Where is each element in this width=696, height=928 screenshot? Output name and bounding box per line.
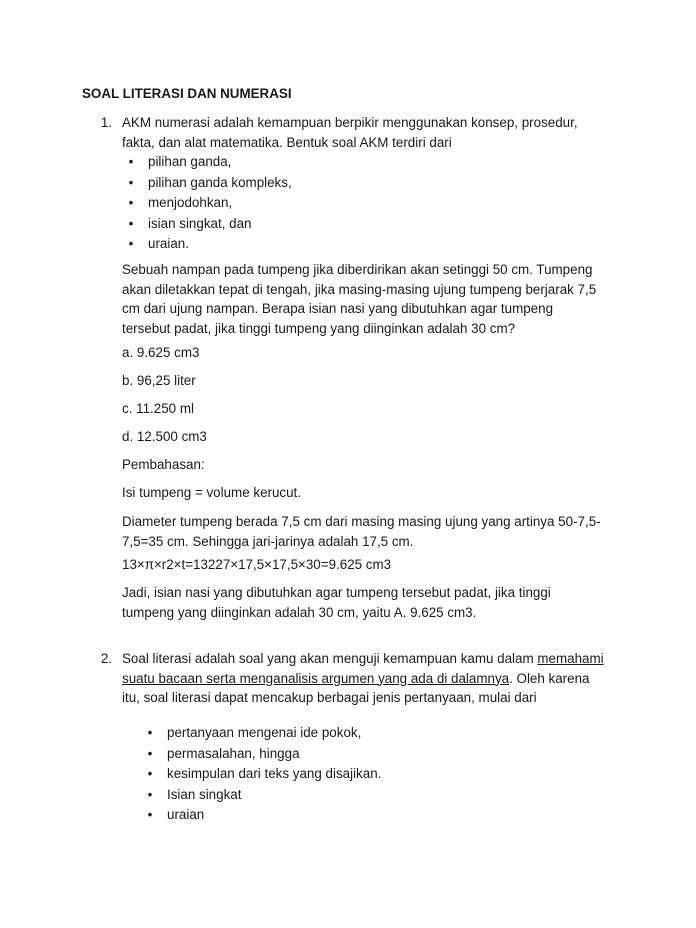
problem-line: Sebuah nampan pada tumpeng jika diberdirikan akan setinggi 50 cm. Tumpeng <box>122 262 593 277</box>
calculation: 13×π×r2×t=13227×17,5×17,5×30=9.625 cm3 <box>122 557 392 572</box>
intro-line: AKM numerasi adalah kemampuan berpikir menggunakan konsep, prosedur, <box>122 115 578 130</box>
option-b: b. 96,25 liter <box>122 373 196 388</box>
question-2-bullet-list <box>143 723 463 826</box>
discussion-label: Pembahasan: <box>122 457 205 472</box>
bullet-icon: • <box>147 725 153 740</box>
underlined-link[interactable]: suatu bacaan serta menganalisis argumen yang ada di dalamnya <box>122 670 510 686</box>
list-item: • pilihan ganda kompleks, <box>124 173 424 194</box>
bullet-icon: • <box>147 745 153 761</box>
problem-line: tersebut padat, jika tinggi tumpeng yang diinginkan adalah 30 cm? <box>122 320 516 336</box>
list-item: • menjodohkan, <box>124 193 424 214</box>
bullet-icon: • <box>128 215 134 231</box>
list-item: • uraian. <box>124 234 424 255</box>
list-item: • uraian <box>143 805 463 826</box>
bullet-icon: • <box>147 766 153 781</box>
intro-line: Soal literasi adalah soal yang akan menguji kemampuan kamu dalam memahami <box>122 651 604 666</box>
bullet-icon: • <box>147 807 153 822</box>
bullet-icon: • <box>128 236 134 251</box>
bullet-icon: • <box>147 786 153 802</box>
bullet-icon: • <box>128 154 134 169</box>
intro-line: suatu bacaan serta menganalisis argumen yang ada di dalamnya. Oleh karena <box>122 670 590 686</box>
option-c: c. 11.250 ml <box>122 401 194 416</box>
document-title: SOAL LITERASI DAN NUMERASI <box>82 86 292 101</box>
underlined-link[interactable]: memahami <box>537 651 604 666</box>
diameter-explanation <box>122 512 642 551</box>
conclusion-line: Jadi, isian nasi yang dibutuhkan agar tumpeng tersebut padat, jika tinggi <box>122 585 551 600</box>
option-d: d. 12.500 cm3 <box>122 429 207 444</box>
bullet-icon: • <box>128 195 134 210</box>
question-2-number: 2. <box>100 651 112 666</box>
conclusion <box>122 583 642 622</box>
intro-line: itu, soal literasi dapat mencakup berbagai jenis pertanyaan, mulai dari <box>122 690 537 705</box>
question-1-problem <box>122 260 642 338</box>
intro-line: fakta, dan alat matematika. Bentuk soal AKM terdiri dari <box>122 134 452 150</box>
list-item: • permasalahan, hingga <box>143 744 463 765</box>
question-1-number: 1. <box>100 115 112 130</box>
formula-statement: Isi tumpeng = volume kerucut. <box>122 485 302 500</box>
list-item: • isian singkat, dan <box>124 214 424 235</box>
explanation-line: Diameter tumpeng berada 7,5 cm dari masing masing ujung yang artinya 50-7,5- <box>122 514 601 529</box>
question-1-intro <box>122 113 642 152</box>
option-a: a. 9.625 cm3 <box>122 345 200 360</box>
question-1-bullet-list <box>124 152 424 255</box>
list-item: • kesimpulan dari teks yang disajikan. <box>143 764 463 785</box>
problem-line: cm dari ujung nampan. Berapa isian nasi yang dibutuhkan agar tumpeng <box>122 301 554 316</box>
explanation-line: 7,5=35 cm. Sehingga jari-jarinya adalah 17,5 cm. <box>122 533 414 549</box>
list-item: • Isian singkat <box>143 785 463 806</box>
conclusion-line: tumpeng yang diinginkan adalah 30 cm, yaitu A. 9.625 cm3. <box>122 604 477 620</box>
question-2-intro <box>122 649 642 708</box>
list-item: • pertanyaan mengenai ide pokok, <box>143 723 463 744</box>
list-item: • pilihan ganda, <box>124 152 424 173</box>
bullet-icon: • <box>128 174 134 190</box>
problem-line: akan diletakkan tepat di tengah, jika masing-masing ujung tumpeng berjarak 7,5 <box>122 281 597 297</box>
